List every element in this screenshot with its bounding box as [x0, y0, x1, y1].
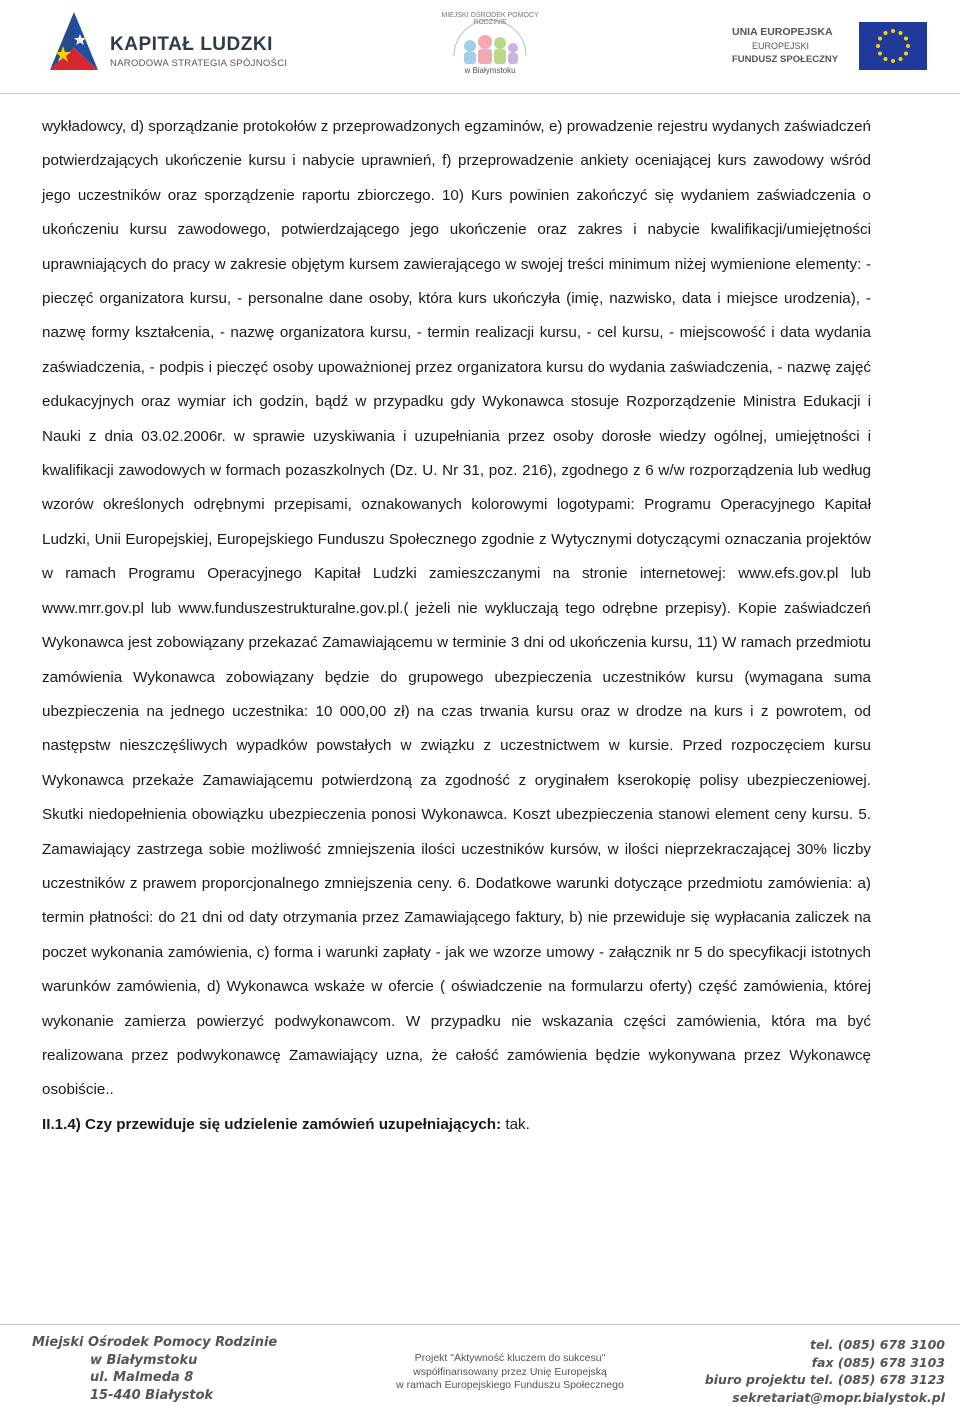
section-answer: tak. — [505, 1115, 530, 1133]
footer-address — [32, 1334, 278, 1404]
header-divider — [0, 93, 960, 94]
section-label: II.1.4) Czy przewiduje się udzielenie zamówień uzupełniających: — [42, 1115, 502, 1133]
footer-fax: fax (085) 678 3103 — [811, 1354, 945, 1370]
footer-city: w Białymstoku — [90, 1352, 198, 1368]
eu-fund-label-2: FUNDUSZ SPOŁECZNY — [732, 54, 839, 65]
footer-org-name: Miejski Ośrodek Pomocy Rodzinie — [32, 1335, 278, 1350]
kapital-ludzki-title: KAPITAŁ LUDZKI — [110, 34, 273, 55]
document-body — [42, 110, 871, 1142]
eu-flag-icon — [859, 22, 927, 70]
kapital-ludzki-mark-icon — [44, 8, 104, 78]
mopr-city: w Białymstoku — [464, 66, 516, 75]
footer-street: ul. Malmeda 8 — [90, 1370, 194, 1385]
footer-project-line: Projekt "Aktywność kluczem do sukcesu" — [414, 1352, 606, 1364]
mopr-arc-text: MIEJSKI OŚRODEK POMOCY RODZINIE — [441, 12, 539, 26]
footer-divider — [0, 1324, 960, 1325]
mopr-logo — [440, 12, 540, 78]
eu-fund-label-1: EUROPEJSKI — [752, 41, 810, 51]
footer-email: sekretariat@mopr.bialystok.pl — [732, 1389, 945, 1405]
footer-project-phone: biuro projektu tel. (085) 678 3123 — [704, 1372, 945, 1387]
footer-contact — [700, 1336, 945, 1406]
footer-postal: 15-440 Białystok — [90, 1387, 214, 1403]
page-header — [0, 0, 960, 96]
kapital-ludzki-logo — [44, 8, 294, 78]
footer-project-line: współfinansowany przez Unię Europejską — [413, 1365, 607, 1378]
footer-phone: tel. (085) 678 3100 — [810, 1337, 945, 1352]
body-paragraph: wykładowcy, d) sporządzanie protokołów z przeprowadzonych egzaminów, e) prowadzenie rejestru wydanych zaświadczeń potwierdzających ukończenie kursu i nabycie uprawnień, f) przeprowadzenie ankiety oceniającej kurs zawodowy wśród jego uczestników oraz sporządzenie raportu zbiorczego. 10) Kurs powinien zakończyć się wydaniem zaświadczenia o ukończeniu kursu zawodowego, potwierdzającego jego ukończenie oraz zakres i nabycie kwalifikacji/umiejętności uprawniających do pracy w zakresie objętym kursem zawierającego w swojej treści minimum niżej wymienione elementy: - pieczęć organizatora kursu, - personalne dane osoby, która kurs ukończyła (imię, nazwisko, data i miejsce urodzenia), - nazwę formy kształcenia, - nazwę organizatora kursu, - termin realizacji kursu, - cel kursu, - miejscowość i data wydania zaświadczenia, - podpis i pieczęć osoby upoważnionej przez organizatora kursu do wydania zaświadczenia, - nazwę zajęć edukacyjnych oraz wymiar ich godzin, bądź w przypadku gdy Wykonawca stosuje Rozporządzenie Ministra Edukacji i Nauki z dnia 03.02.2006r. w sprawie uzyskiwania i uzupełniania przez osoby dorosłe wiedzy ogólnej, umiejętności i kwalifikacji zawodowych w formach pozaszkolnych (Dz. U. Nr 31, poz. 216), zgodnego z 6 w/w rozporządzenia lub według wzorów określonych odrębnymi przepisami, oznakowanych kolorowymi logotypami: Programu Operacyjnego Kapitał Ludzki, Unii Europejskiej, Europejskiego Funduszu Społecznego zgodnie z Wytycznymi dotyczącymi oznaczania projektów w ramach Programu Operacyjnego Kapitał Ludzki zamieszczanymi na stronie internetowej: www.efs.gov.pl lub www.mrr.gov.pl lub www.funduszestrukturalne.gov.pl.( jeżeli nie wykluczają tego odrębne przepisy). Kopie zaświadczeń Wykonawca jest zobowiązany przekazać Zamawiającemu w terminie 3 dni od ukończenia kursu, 11) W ramach przedmiotu zamówienia Wykonawca zobowiązany będzie do grupowego ubezpieczenia uczestników kursu (wymagana suma ubezpieczenia na jednego uczestnika: 10 000,00 zł) na czas trwania kursu oraz w drodze na kurs i z powrotem, od następstw nieszczęśliwych wypadków powstałych w związku z uczestnictwem w kursie. Przed rozpoczęciem kursu Wykonawca przekaże Zamawiającemu potwierdzoną za zgodność z oryginałem kserokopię polisy ubezpieczeniowej. Skutki niedopełnienia obowiązku ubezpieczenia ponosi Wykonawca. Koszt ubezpieczenia stanowi element ceny kursu. 5. Zamawiający zastrzega sobie możliwość zmniejszenia ilości uczestników kursów, w ilości nieprzekraczającej 30% liczby uczestników z prawem proporcjonalnego zmniejszenia ceny. 6. Dodatkowe warunki dotyczące przedmiotu zamówienia: a) termin płatności: do 21 dni od daty otrzymania przez Zamawiającego faktury, b) nie przewiduje się wypłacania zaliczek na poczet wykonania zamówienia, c) forma i warunki zapłaty - jak we wzorze umowy - załącznik nr 5 do specyfikacji istotnych warunków zamówienia, d) Wykonawca wskaże w ofercie ( oświadczenie na formularzu oferty) część zamówienia, której wykonanie zamierza powierzyć podwykonawcom. W przypadku nie wskazania części zamówienia, która ma być realizowana przez podwykonawcę Zamawiający uzna, że całość zamówienia będzie wykonywana przez Wykonawcę osobiście.. — [42, 118, 871, 1099]
eu-union-label: UNIA EUROPEJSKA — [732, 26, 833, 38]
eu-logo — [732, 22, 932, 78]
footer-project-info — [330, 1352, 690, 1393]
section-heading — [42, 1108, 871, 1142]
footer-project-line: w ramach Europejskiego Funduszu Społecznego — [396, 1379, 624, 1391]
kapital-ludzki-subtitle: NARODOWA STRATEGIA SPÓJNOŚCI — [110, 58, 288, 69]
